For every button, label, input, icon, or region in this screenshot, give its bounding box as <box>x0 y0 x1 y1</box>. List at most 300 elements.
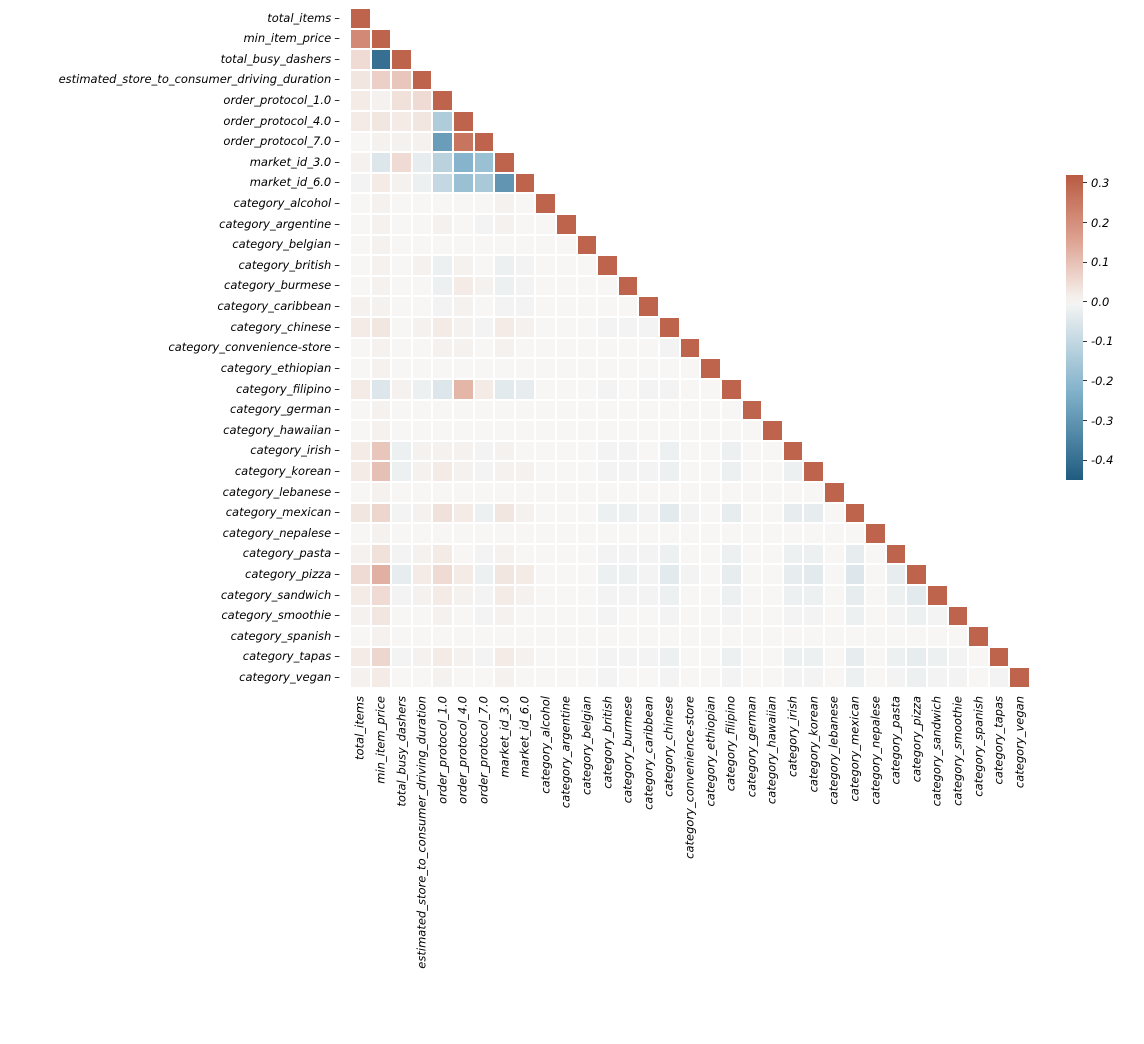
heatmap-cell-empty <box>824 132 845 153</box>
heatmap-cell <box>742 482 763 503</box>
heatmap-cell-empty <box>845 358 866 379</box>
heatmap-cell-empty <box>680 70 701 91</box>
heatmap-cell <box>391 255 412 276</box>
colorbar-tick <box>1083 216 1109 230</box>
heatmap-cell <box>659 647 680 668</box>
heatmap-cell-empty <box>700 8 721 29</box>
heatmap-cell <box>494 214 515 235</box>
heatmap-cell-empty <box>1009 647 1030 668</box>
y-tick-label-text: category_korean <box>234 463 332 478</box>
heatmap-cell <box>803 564 824 585</box>
heatmap-cell <box>515 523 536 544</box>
heatmap-cell-empty <box>597 152 618 173</box>
x-tick-label <box>412 692 433 969</box>
heatmap-cell-empty <box>680 132 701 153</box>
heatmap-cell-empty <box>535 29 556 50</box>
heatmap-cell <box>391 523 412 544</box>
heatmap-cell-empty <box>948 132 969 153</box>
heatmap-cell <box>803 544 824 565</box>
heatmap-cell <box>350 420 371 441</box>
y-tick-mark: – <box>334 484 340 499</box>
y-tick-label-text: order_protocol_7.0 <box>223 134 332 149</box>
heatmap-cell-empty <box>968 461 989 482</box>
heatmap-cell <box>700 606 721 627</box>
heatmap-cell-empty <box>989 29 1010 50</box>
heatmap-cell-empty <box>803 90 824 111</box>
y-tick-label <box>0 338 346 359</box>
y-tick-label-text: total_busy_dashers <box>220 51 332 66</box>
colorbar-tick-mark <box>1083 341 1087 342</box>
heatmap-cell-empty <box>968 585 989 606</box>
heatmap-cell-empty <box>762 193 783 214</box>
heatmap-cell <box>453 523 474 544</box>
heatmap-cell-empty <box>824 235 845 256</box>
heatmap-cell-empty <box>700 70 721 91</box>
heatmap-cell-empty <box>845 482 866 503</box>
heatmap-cell <box>742 523 763 544</box>
heatmap-cell-empty <box>906 235 927 256</box>
heatmap-cell-empty <box>597 111 618 132</box>
heatmap-cell-empty <box>989 626 1010 647</box>
heatmap-cell <box>638 338 659 359</box>
heatmap-cell-empty <box>618 132 639 153</box>
heatmap-cell <box>597 296 618 317</box>
heatmap-cell-empty <box>556 49 577 70</box>
heatmap-cell-empty <box>948 523 969 544</box>
heatmap-cell-empty <box>618 29 639 50</box>
heatmap-cell <box>638 296 659 317</box>
heatmap-cell <box>618 296 639 317</box>
heatmap-cell-empty <box>535 111 556 132</box>
heatmap-cell-empty <box>494 8 515 29</box>
y-tick-label <box>0 132 346 153</box>
heatmap-cell <box>845 606 866 627</box>
heatmap-cell-empty <box>906 482 927 503</box>
heatmap-cell <box>412 317 433 338</box>
heatmap-cell <box>432 606 453 627</box>
heatmap-cell <box>535 647 556 668</box>
heatmap-cell <box>597 276 618 297</box>
heatmap-cell <box>494 441 515 462</box>
heatmap-cell <box>989 667 1010 688</box>
heatmap-cell <box>412 544 433 565</box>
y-tick-label-text: category_mexican <box>225 505 332 520</box>
heatmap-cell <box>432 296 453 317</box>
heatmap-cell <box>845 667 866 688</box>
heatmap-cell-empty <box>803 441 824 462</box>
heatmap-cell <box>453 544 474 565</box>
heatmap-cell-empty <box>700 132 721 153</box>
heatmap-cell <box>474 667 495 688</box>
x-tick-label <box>927 692 948 932</box>
heatmap-cell-empty <box>948 379 969 400</box>
heatmap-cell-empty <box>927 193 948 214</box>
heatmap-cell <box>371 235 392 256</box>
heatmap-cell-empty <box>803 152 824 173</box>
heatmap-cell-empty <box>906 49 927 70</box>
heatmap-cell <box>391 49 412 70</box>
y-tick-label <box>0 193 346 214</box>
heatmap-cell-empty <box>824 338 845 359</box>
heatmap-cell <box>556 214 577 235</box>
heatmap-cell-empty <box>886 317 907 338</box>
heatmap-cell <box>721 626 742 647</box>
heatmap-cell-empty <box>906 70 927 91</box>
heatmap-cell-empty <box>1009 276 1030 297</box>
heatmap-cell-empty <box>742 132 763 153</box>
heatmap-cell <box>618 358 639 379</box>
heatmap-cell <box>515 461 536 482</box>
heatmap-cell-empty <box>845 29 866 50</box>
heatmap-cell-empty <box>742 90 763 111</box>
heatmap-cell-empty <box>989 255 1010 276</box>
heatmap-cell-empty <box>783 193 804 214</box>
heatmap-cell-empty <box>845 379 866 400</box>
heatmap-cell <box>494 461 515 482</box>
x-tick-label <box>865 692 886 932</box>
heatmap-cell-empty <box>948 111 969 132</box>
heatmap-cell <box>906 626 927 647</box>
heatmap-cell-empty <box>968 606 989 627</box>
heatmap-cell-empty <box>535 49 556 70</box>
heatmap-cell <box>865 626 886 647</box>
heatmap-cell-empty <box>494 111 515 132</box>
colorbar-tick <box>1083 334 1113 348</box>
heatmap-cell-empty <box>948 255 969 276</box>
heatmap-cell-empty <box>762 296 783 317</box>
x-tick-label <box>742 692 763 932</box>
heatmap-cell-empty <box>577 90 598 111</box>
heatmap-cell-empty <box>803 420 824 441</box>
heatmap-cell <box>453 626 474 647</box>
x-tick-label-text: category_burmese <box>620 696 635 804</box>
heatmap-cell-empty <box>865 8 886 29</box>
heatmap-cell-empty <box>535 173 556 194</box>
heatmap-cell <box>350 647 371 668</box>
heatmap-cell <box>577 379 598 400</box>
heatmap-cell <box>432 173 453 194</box>
heatmap-cell-empty <box>968 296 989 317</box>
heatmap-cell-empty <box>762 276 783 297</box>
heatmap-cell <box>948 626 969 647</box>
heatmap-cell <box>371 90 392 111</box>
heatmap-cell-empty <box>515 29 536 50</box>
heatmap-cell <box>783 482 804 503</box>
heatmap-cell <box>412 235 433 256</box>
heatmap-cell <box>453 667 474 688</box>
heatmap-cell <box>350 564 371 585</box>
y-tick-label-text: category_argentine <box>219 216 332 231</box>
heatmap-cell-empty <box>824 379 845 400</box>
heatmap-cell <box>350 626 371 647</box>
heatmap-cell-empty <box>865 296 886 317</box>
heatmap-cell-empty <box>432 49 453 70</box>
heatmap-cell-empty <box>577 70 598 91</box>
heatmap-cell-empty <box>865 152 886 173</box>
y-tick-label <box>0 173 346 194</box>
heatmap-cell <box>494 564 515 585</box>
heatmap-cell <box>391 132 412 153</box>
heatmap-cell-empty <box>886 90 907 111</box>
colorbar-tick-mark <box>1083 222 1087 223</box>
heatmap-cell <box>412 276 433 297</box>
heatmap-cell-empty <box>948 461 969 482</box>
heatmap-cell <box>783 647 804 668</box>
heatmap-cell <box>906 667 927 688</box>
heatmap-cell <box>412 90 433 111</box>
colorbar-tick-labels <box>1066 175 1126 480</box>
heatmap-cell-empty <box>638 255 659 276</box>
heatmap-cell <box>680 379 701 400</box>
heatmap-cell-empty <box>968 111 989 132</box>
heatmap-cell-empty <box>742 152 763 173</box>
heatmap-cell-empty <box>845 111 866 132</box>
colorbar-tick-mark <box>1083 262 1087 263</box>
heatmap-cell <box>350 400 371 421</box>
heatmap-cell-empty <box>886 193 907 214</box>
heatmap-cell-empty <box>886 523 907 544</box>
y-tick-label <box>0 564 346 585</box>
heatmap-cell <box>535 235 556 256</box>
heatmap-cell-empty <box>1009 503 1030 524</box>
x-tick-label-text: category_nepalese <box>867 696 882 805</box>
x-tick-label-text: total_items <box>352 696 367 761</box>
heatmap-cell <box>556 626 577 647</box>
colorbar-tick-text: 0.0 <box>1091 294 1110 309</box>
heatmap-cell-empty <box>927 132 948 153</box>
heatmap-cell <box>638 544 659 565</box>
heatmap-cell <box>577 358 598 379</box>
heatmap-cell <box>391 70 412 91</box>
heatmap-cell <box>391 606 412 627</box>
heatmap-cell-empty <box>845 90 866 111</box>
heatmap-cell <box>638 317 659 338</box>
heatmap-cell <box>721 667 742 688</box>
heatmap-cell <box>597 626 618 647</box>
heatmap-cell <box>474 317 495 338</box>
heatmap-cell <box>350 90 371 111</box>
heatmap-cell <box>618 276 639 297</box>
heatmap-cell-empty <box>968 29 989 50</box>
heatmap-cell-empty <box>597 193 618 214</box>
heatmap-cell-empty <box>762 132 783 153</box>
heatmap-cell <box>762 523 783 544</box>
heatmap-cell <box>371 296 392 317</box>
heatmap-cell <box>535 358 556 379</box>
x-tick-label <box>556 692 577 932</box>
heatmap-cell-empty <box>803 400 824 421</box>
heatmap-cell <box>494 317 515 338</box>
heatmap-cell-empty <box>742 8 763 29</box>
heatmap-cell-empty <box>680 111 701 132</box>
heatmap-cell <box>556 606 577 627</box>
heatmap-cell-empty <box>886 503 907 524</box>
heatmap-cell <box>474 152 495 173</box>
y-tick-label <box>0 358 346 379</box>
heatmap-cell <box>638 667 659 688</box>
colorbar-tick-mark <box>1083 380 1087 381</box>
heatmap-cell <box>432 276 453 297</box>
x-tick-label-text: category_british <box>599 696 614 789</box>
x-tick-label <box>824 692 845 932</box>
heatmap-cell-empty <box>1009 379 1030 400</box>
heatmap-cell-empty <box>886 235 907 256</box>
heatmap-cell-empty <box>783 420 804 441</box>
heatmap-cell <box>453 503 474 524</box>
y-tick-mark: – <box>334 402 340 417</box>
heatmap-cell-empty <box>927 214 948 235</box>
heatmap-cell-empty <box>1009 173 1030 194</box>
heatmap-cell <box>597 585 618 606</box>
heatmap-cell-empty <box>618 70 639 91</box>
heatmap-cell <box>350 585 371 606</box>
heatmap-cell <box>412 214 433 235</box>
heatmap-cell-empty <box>721 193 742 214</box>
y-tick-mark: – <box>334 10 340 25</box>
heatmap-cell <box>494 523 515 544</box>
heatmap-cell <box>371 503 392 524</box>
heatmap-cell <box>865 523 886 544</box>
heatmap-cell <box>638 400 659 421</box>
heatmap-cell <box>391 173 412 194</box>
heatmap-cell <box>515 482 536 503</box>
x-tick-label <box>391 692 412 932</box>
y-tick-mark: – <box>334 175 340 190</box>
heatmap-cell-empty <box>721 29 742 50</box>
heatmap-cell <box>453 482 474 503</box>
heatmap-cell-empty <box>989 276 1010 297</box>
heatmap-cell-empty <box>803 276 824 297</box>
x-tick-label-text: category_mexican <box>847 696 862 802</box>
heatmap-cell <box>391 214 412 235</box>
heatmap-cell <box>721 647 742 668</box>
heatmap-cell-empty <box>391 29 412 50</box>
heatmap-cell <box>432 214 453 235</box>
colorbar-tick-text: -0.1 <box>1091 334 1114 349</box>
heatmap-cell-empty <box>906 503 927 524</box>
heatmap-cell-empty <box>948 441 969 462</box>
heatmap-cell <box>824 482 845 503</box>
heatmap-cell <box>680 564 701 585</box>
heatmap-cell <box>474 606 495 627</box>
heatmap-cell-empty <box>742 29 763 50</box>
heatmap-cell <box>350 29 371 50</box>
colorbar-tick-text: 0.1 <box>1091 255 1110 270</box>
heatmap-cell <box>783 606 804 627</box>
heatmap-cell-empty <box>391 8 412 29</box>
y-tick-label-text: category_irish <box>250 443 332 458</box>
x-tick-label <box>474 692 495 932</box>
heatmap-cell-empty <box>906 338 927 359</box>
y-tick-mark: – <box>334 587 340 602</box>
heatmap-cell-empty <box>845 400 866 421</box>
heatmap-cell <box>494 482 515 503</box>
heatmap-cell <box>535 379 556 400</box>
heatmap-cell-empty <box>659 90 680 111</box>
heatmap-cell-empty <box>618 111 639 132</box>
heatmap-cell <box>391 296 412 317</box>
heatmap-cell <box>371 111 392 132</box>
heatmap-cell-empty <box>886 482 907 503</box>
heatmap-cell <box>453 173 474 194</box>
heatmap-cell-empty <box>577 132 598 153</box>
heatmap-cell-empty <box>742 338 763 359</box>
heatmap-cell-empty <box>906 276 927 297</box>
heatmap-cell-empty <box>803 379 824 400</box>
heatmap-cell-empty <box>824 70 845 91</box>
x-tick-label <box>453 692 474 932</box>
heatmap-cell <box>824 503 845 524</box>
heatmap-cell <box>700 358 721 379</box>
heatmap-cell <box>742 667 763 688</box>
heatmap-cell <box>515 420 536 441</box>
y-tick-label <box>0 276 346 297</box>
y-tick-mark: – <box>334 608 340 623</box>
heatmap-cell <box>659 564 680 585</box>
heatmap-cell-empty <box>906 8 927 29</box>
heatmap-cell-empty <box>762 111 783 132</box>
heatmap-cell-empty <box>824 358 845 379</box>
heatmap-cell-empty <box>515 111 536 132</box>
heatmap-cell-empty <box>474 111 495 132</box>
heatmap-cell-empty <box>1009 29 1030 50</box>
heatmap-cell <box>412 193 433 214</box>
heatmap-cell-empty <box>742 379 763 400</box>
heatmap-cell <box>391 152 412 173</box>
heatmap-cell <box>453 461 474 482</box>
heatmap-cell-empty <box>556 29 577 50</box>
heatmap-cell <box>824 544 845 565</box>
heatmap-cell <box>783 523 804 544</box>
heatmap-cell-empty <box>906 358 927 379</box>
x-tick-label-text: category_lebanese <box>826 696 841 805</box>
heatmap-cell-empty <box>968 214 989 235</box>
heatmap-cell <box>494 503 515 524</box>
heatmap-cell-empty <box>865 70 886 91</box>
heatmap-cell <box>618 523 639 544</box>
x-tick-label <box>432 692 453 932</box>
heatmap-cell <box>391 400 412 421</box>
y-tick-label <box>0 255 346 276</box>
heatmap-cell-empty <box>824 193 845 214</box>
heatmap-cell-empty <box>989 420 1010 441</box>
heatmap-cell-empty <box>989 544 1010 565</box>
heatmap-cell <box>494 400 515 421</box>
heatmap-cell <box>865 564 886 585</box>
heatmap-cell-empty <box>948 482 969 503</box>
y-tick-label <box>0 214 346 235</box>
heatmap-cell-empty <box>845 70 866 91</box>
y-tick-mark: – <box>334 92 340 107</box>
heatmap-cell-empty <box>762 358 783 379</box>
y-tick-label <box>0 49 346 70</box>
heatmap-cell <box>515 647 536 668</box>
y-tick-label <box>0 90 346 111</box>
heatmap-cell <box>577 523 598 544</box>
heatmap-cell <box>535 317 556 338</box>
heatmap-cell <box>515 255 536 276</box>
heatmap-cell <box>391 667 412 688</box>
heatmap-cell-empty <box>762 400 783 421</box>
heatmap-cell-empty <box>721 338 742 359</box>
heatmap-cell-empty <box>968 173 989 194</box>
heatmap-cell <box>494 276 515 297</box>
heatmap-cell-empty <box>845 441 866 462</box>
x-tick-label-text: market_id_6.0 <box>517 696 532 778</box>
heatmap-cell-empty <box>824 29 845 50</box>
heatmap-cell <box>453 296 474 317</box>
heatmap-cell-empty <box>618 193 639 214</box>
